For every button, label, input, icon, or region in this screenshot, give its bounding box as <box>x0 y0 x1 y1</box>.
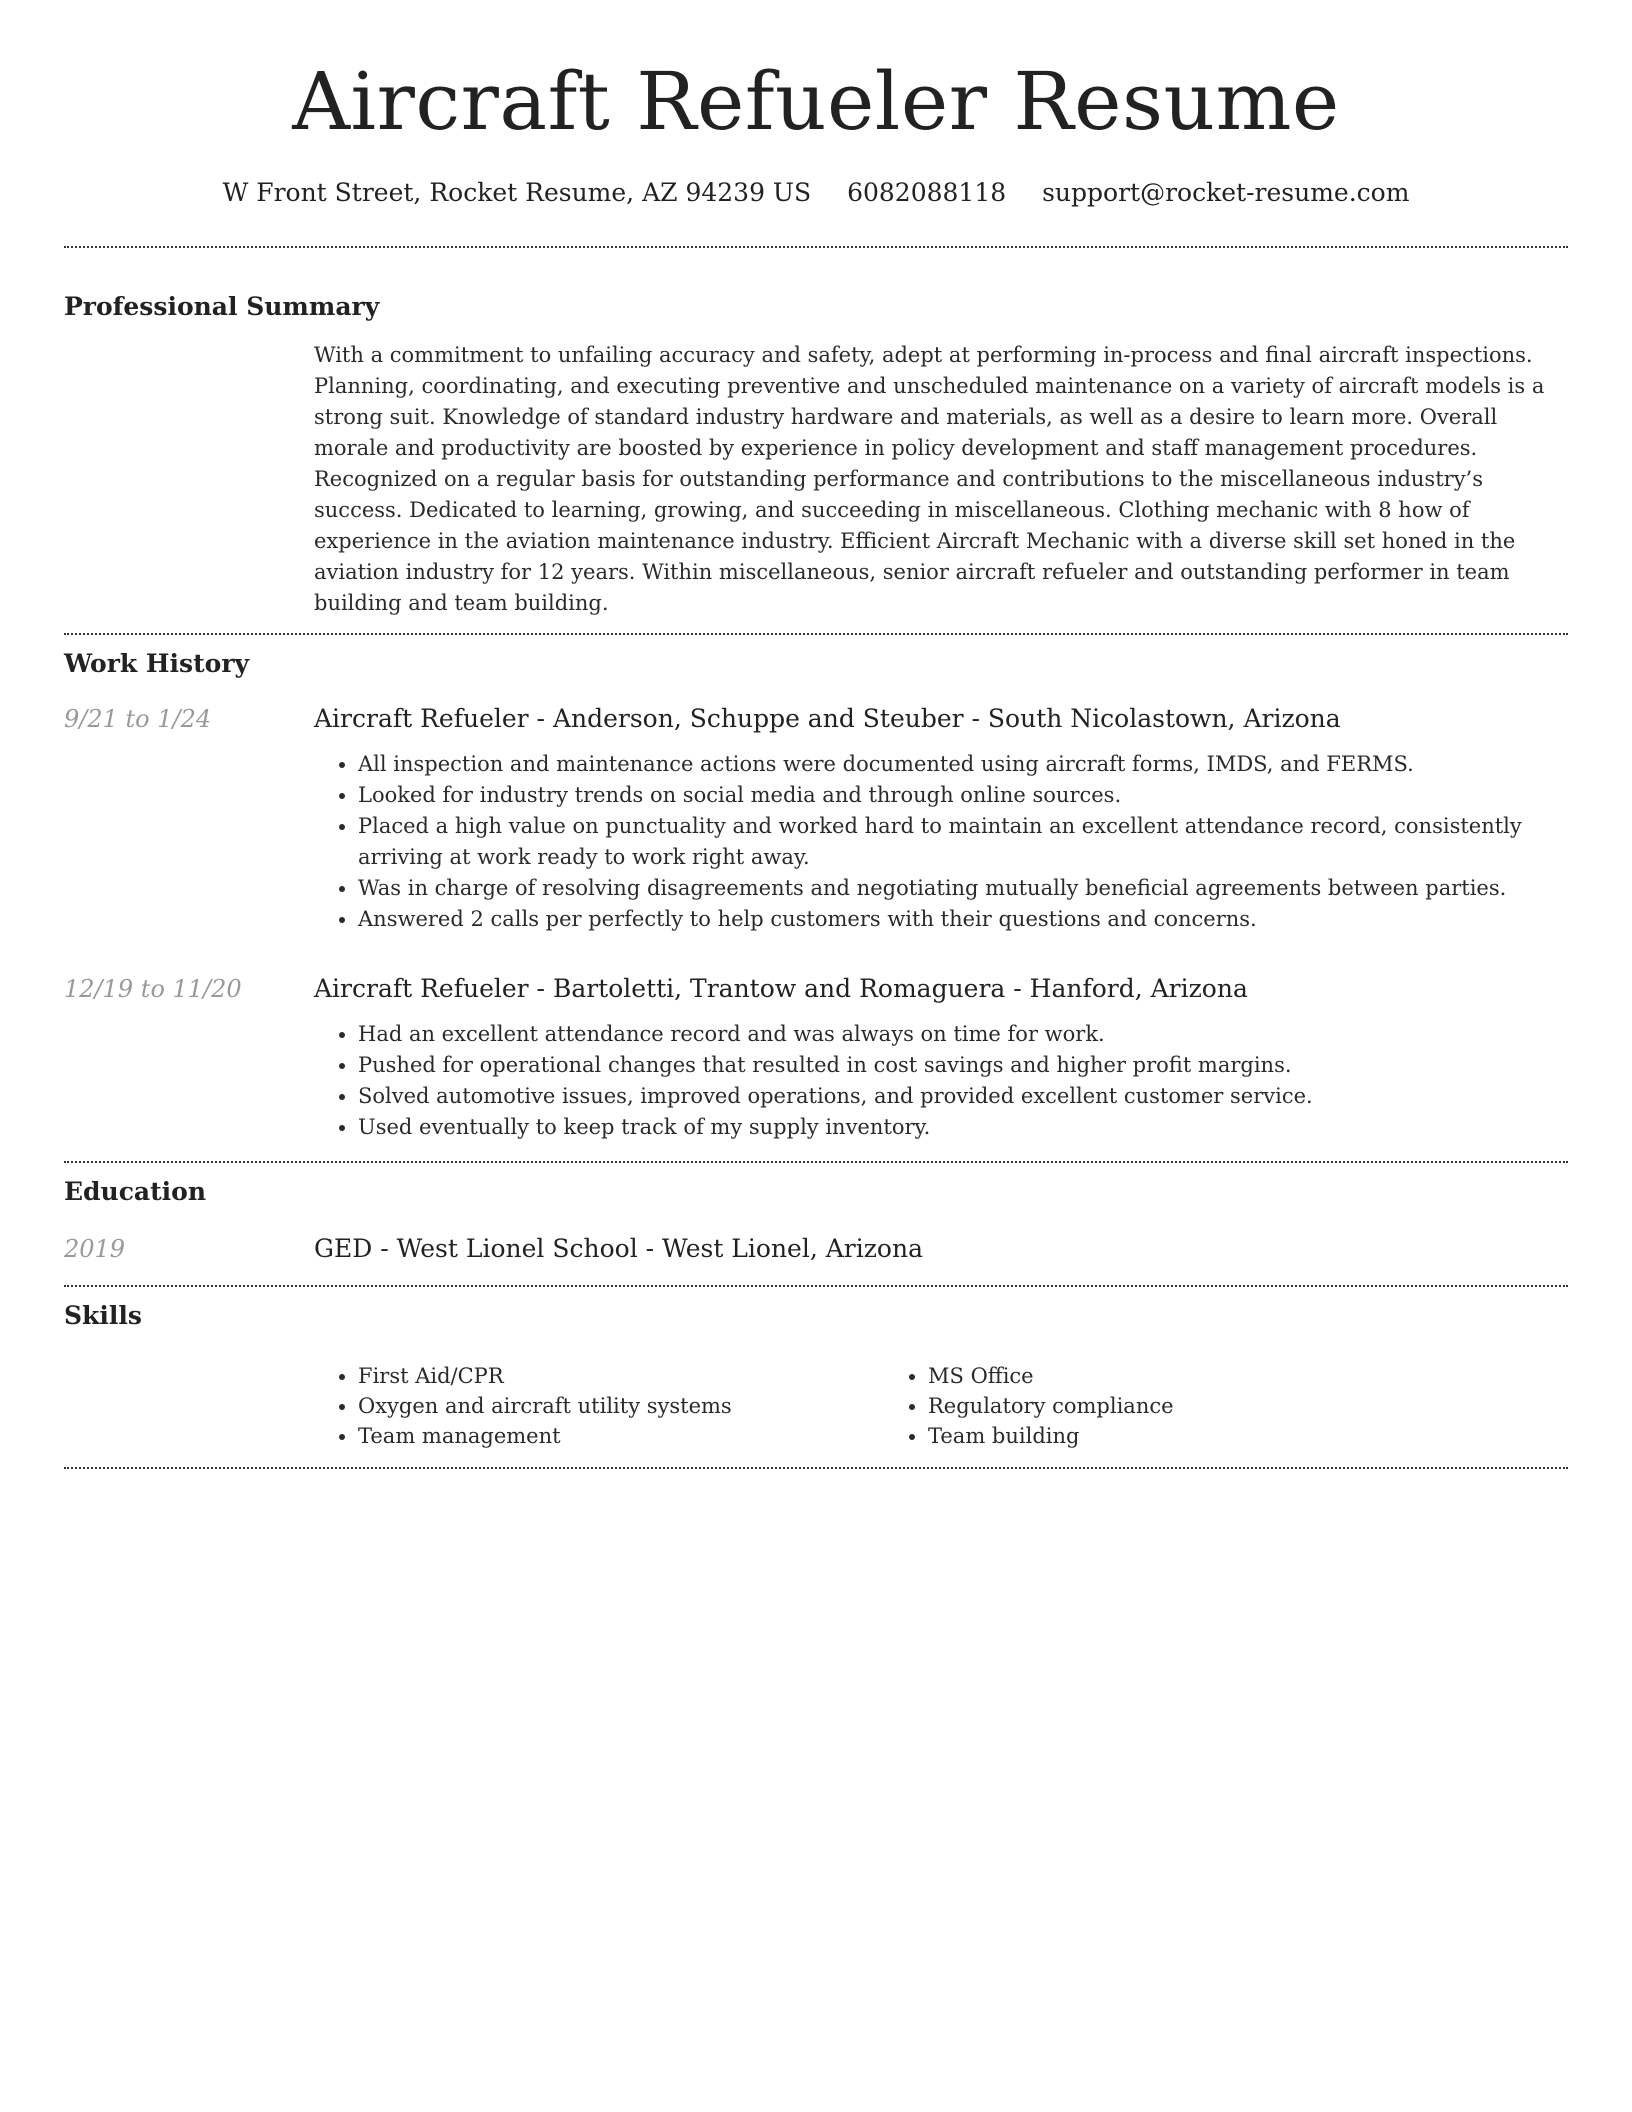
summary-heading: Professional Summary <box>64 292 380 321</box>
work-history-section <box>64 647 1568 1143</box>
skills-list-left <box>314 1361 884 1451</box>
skill-item: • MS Office <box>928 1361 1454 1391</box>
skill-item: • Team management <box>358 1421 884 1451</box>
skill-item: • Team building <box>928 1421 1454 1451</box>
job-bullet: • Used eventually to keep track of my supply inventory. <box>358 1112 1568 1143</box>
divider-skills <box>64 1467 1568 1469</box>
job-title: Aircraft Refueler - Anderson, Schuppe and Steuber - South Nicolastown, Arizona <box>314 704 1341 733</box>
skill-item: • Oxygen and aircraft utility systems <box>358 1391 884 1421</box>
job-bullet: • Was in charge of resolving disagreements and negotiating mutually beneficial agreements between parties. <box>358 873 1568 904</box>
divider-header <box>64 246 1568 248</box>
job-bullet: • Solved automotive issues, improved operations, and provided excellent customer service. <box>358 1081 1568 1112</box>
contact-phone: 6082088118 <box>847 178 1007 207</box>
job-dates: 9/21 to 1/24 <box>64 705 212 733</box>
skills-section <box>64 1299 1568 1451</box>
contact-line <box>64 176 1568 210</box>
job-bullets <box>314 1019 1568 1143</box>
skill-item: • Regulatory compliance <box>928 1391 1454 1421</box>
job-title: Aircraft Refueler - Bartoletti, Trantow and Romaguera - Hanford, Arizona <box>314 974 1248 1003</box>
job-bullet: • Answered 2 calls per perfectly to help customers with their questions and concerns. <box>358 904 1568 935</box>
job-bullet: • Placed a high value on punctuality and worked hard to maintain an excellent attendance record, consistently arriving at work ready to work right away. <box>358 811 1568 873</box>
skills-columns <box>314 1361 1568 1451</box>
summary-section <box>64 290 1568 619</box>
job-bullets <box>314 749 1568 935</box>
work-history-heading: Work History <box>64 649 250 678</box>
education-entry <box>64 1233 1568 1265</box>
divider-education <box>64 1285 1568 1287</box>
education-year: 2019 <box>64 1235 126 1263</box>
summary-text: With a commitment to unfailing accuracy and safety, adept at performing in-process and final aircraft inspections. Planning, coordinating, and executing preventive and unscheduled maintenance on a variety of aircraft models is a strong suit. Knowledge of standard industry hardware and materials, as well as a desire to learn more. Overall morale and productivity are boosted by experience in policy development and staff management procedures. Recognized on a regular basis for outstanding performance and contributions to the miscellaneous industry’s success. Dedicated to learning, growing, and succeeding in miscellaneous. Clothing mechanic with 8 how of experience in the aviation maintenance industry. Efficient Aircraft Mechanic with a diverse skill set honed in the aviation industry for 12 years. Within miscellaneous, senior aircraft refueler and outstanding performer in team building and team building. <box>314 343 1545 615</box>
job-bullet: • Looked for industry trends on social media and through online sources. <box>358 780 1568 811</box>
divider-summary <box>64 633 1568 635</box>
contact-address: W Front Street, Rocket Resume, AZ 94239 US <box>222 178 812 207</box>
divider-work-history <box>64 1161 1568 1163</box>
education-body <box>314 1233 1568 1265</box>
job-bullet: • All inspection and maintenance actions were documented using aircraft forms, IMDS, and FERMS. <box>358 749 1568 780</box>
job-bullet: • Had an excellent attendance record and was always on time for work. <box>358 1019 1568 1050</box>
skill-item: • First Aid/CPR <box>358 1361 884 1391</box>
job-entry <box>64 973 1568 1143</box>
job-body <box>314 973 1568 1143</box>
job-dates: 12/19 to 11/20 <box>64 975 242 1003</box>
resume-title: Aircraft Refueler Resume <box>292 55 1340 148</box>
education-section <box>64 1175 1568 1265</box>
job-body <box>314 703 1568 935</box>
job-bullet: • Pushed for operational changes that resulted in cost savings and higher profit margins. <box>358 1050 1568 1081</box>
skills-heading: Skills <box>64 1301 142 1330</box>
education-degree: GED - West Lionel School - West Lionel, Arizona <box>314 1234 923 1263</box>
job-entry <box>64 703 1568 935</box>
skills-list-right <box>884 1361 1454 1451</box>
contact-email: support@rocket-resume.com <box>1042 178 1410 207</box>
education-heading: Education <box>64 1177 207 1206</box>
